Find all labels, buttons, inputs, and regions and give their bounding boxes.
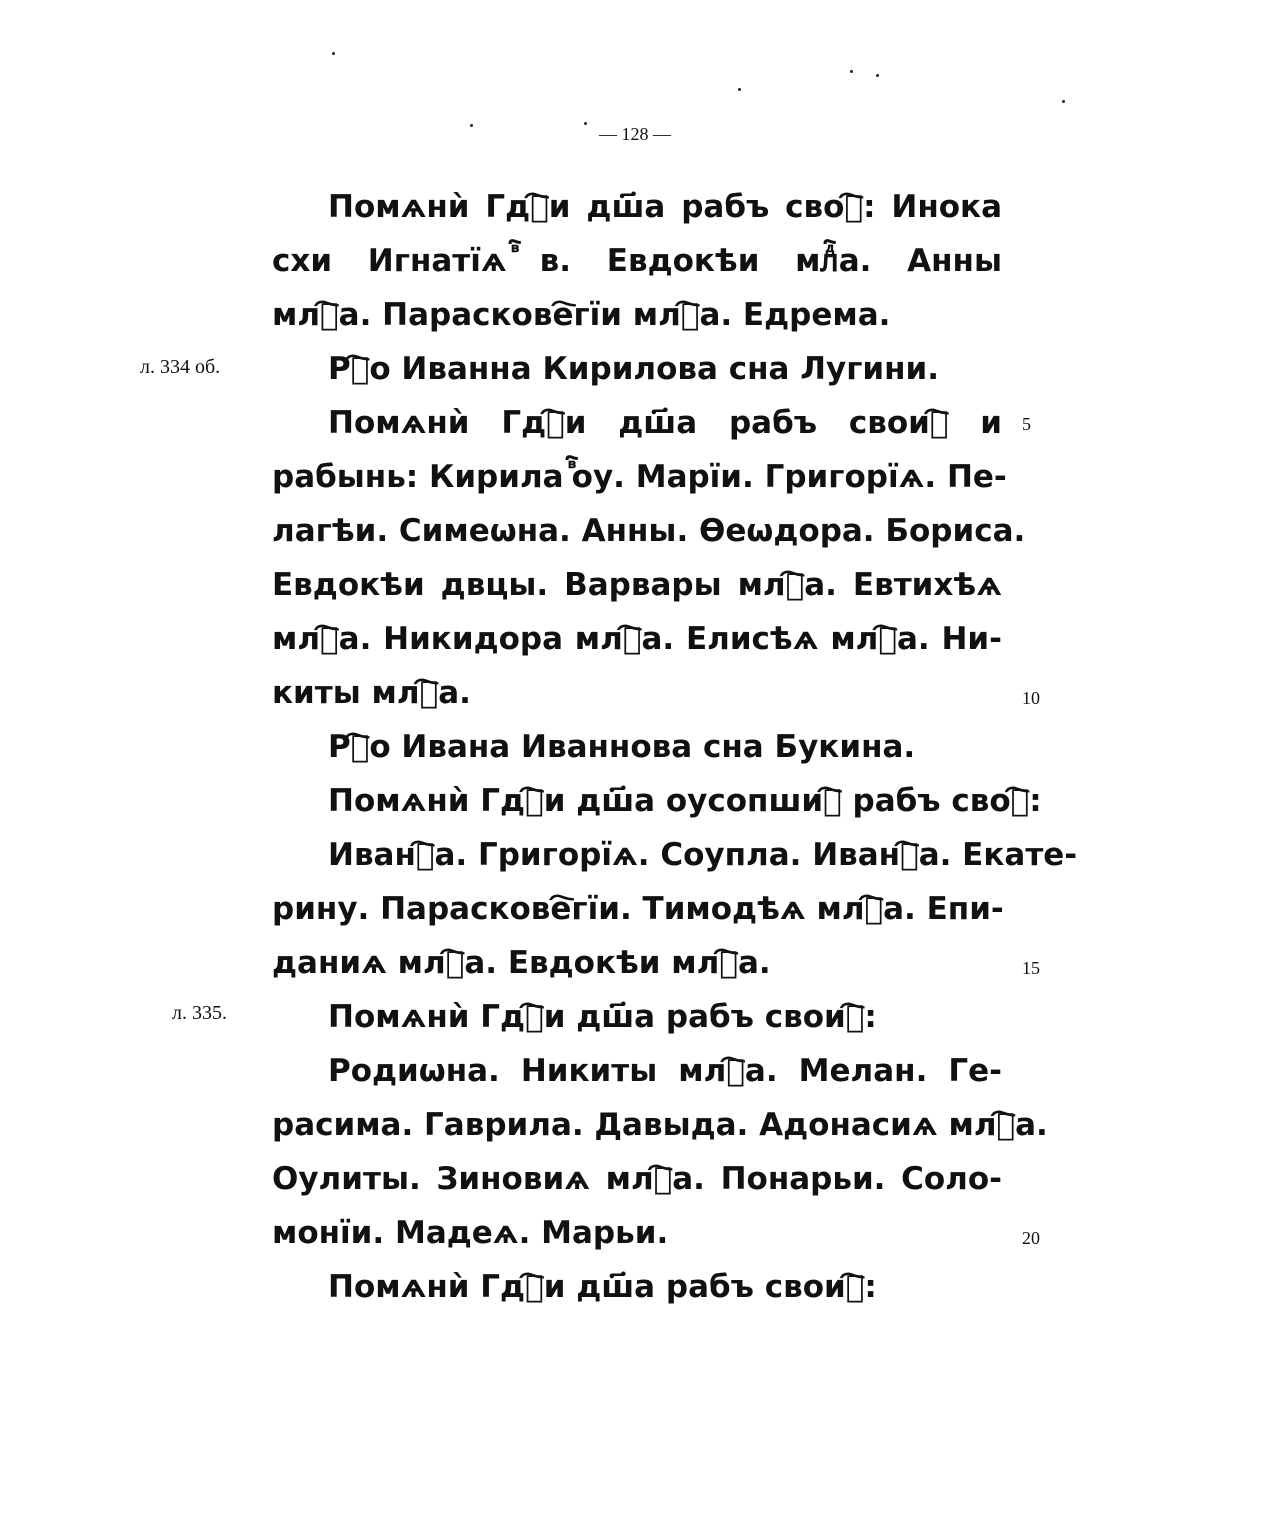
scan-speck bbox=[1062, 100, 1065, 103]
text-line: даниѧ млⷣ҇а. Евдокѣи млⷣ҇а. bbox=[272, 945, 771, 981]
text-line: Помѧнѝ Гдⷭ҇и дш҃а оусопшиⷯ҇ рабъ своⷯ҇: bbox=[328, 783, 1042, 819]
scan-speck bbox=[470, 124, 473, 127]
text-line: лагѣи. Симеѡна. Анны. Ѳеѡдора. Бориса. bbox=[272, 513, 1026, 549]
scan-speck bbox=[850, 70, 853, 73]
text-line: Помѧнѝ Гдⷭ҇и дш҃а рабъ своиⷯ҇: bbox=[328, 1269, 877, 1305]
text-line: Рⷣ҇о Иванна Кирилова сна Лугини. bbox=[328, 351, 940, 387]
text-line: Помѧнѝ Гдⷭ҇и дш҃а рабъ своиⷯ҇: bbox=[328, 999, 877, 1035]
text-line: рину. Параскове҇гїи. Тимодѣѧ млⷣ҇а. Епи- bbox=[272, 891, 1004, 927]
text-line: Помѧнѝ Гдⷭ҇и дш҃а рабъ своⷯ҇: Инока bbox=[328, 189, 1002, 225]
text-line: рабынь: Кирила ⷡ҇оу. Марїи. Григорїѧ. Пе- bbox=[272, 459, 1007, 495]
text-line: Рⷣ҇о Ивана Иваннова сна Букина. bbox=[328, 729, 916, 765]
text-line: схи Игнатїѧ ⷡ҇в. Евдокѣи млⷣ҇а. Анны bbox=[272, 243, 1002, 279]
text-line: монїи. Мадеѧ. Марьи. bbox=[272, 1215, 669, 1251]
text-line: млⷣ҇а. Параскове҇гїи млⷣ҇а. Едрема. bbox=[272, 297, 891, 333]
text-line: Оулиты. Зиновиѧ млⷣ҇а. Понарьи. Соло- bbox=[272, 1161, 1002, 1197]
folio-note-334v: л. 334 об. bbox=[140, 356, 221, 378]
line-number: 10 bbox=[1022, 688, 1040, 708]
text-line: расима. Гаврила. Давыда. Адонасиѧ млⷣ҇а. bbox=[272, 1107, 1048, 1143]
folio-note-335: л. 335. bbox=[172, 1002, 227, 1024]
scan-speck bbox=[738, 88, 741, 91]
text-line: Родиѡна. Никиты млⷣ҇а. Мелан. Ге- bbox=[328, 1053, 1002, 1089]
text-line: млⷣ҇а. Никидора млⷣ҇а. Елисѣѧ млⷣ҇а. Ни- bbox=[272, 621, 1002, 657]
text-line: Помѧнѝ Гдⷭ҇и дш҃а рабъ своиⷯ҇ и bbox=[328, 405, 1002, 441]
text-line: Иванⷶ҇а. Григорїѧ. Соупла. Иванⷶ҇а. Екате- bbox=[328, 837, 1078, 873]
page-number: — 128 — bbox=[599, 124, 671, 144]
text-line: киты млⷣ҇а. bbox=[272, 675, 471, 711]
scan-speck bbox=[876, 74, 879, 77]
line-number: 15 bbox=[1022, 958, 1040, 978]
line-number: 5 bbox=[1022, 414, 1031, 434]
text-line: Евдокѣи двцы. Варвары млⷣ҇а. Евтихѣѧ bbox=[272, 567, 1002, 603]
scan-speck bbox=[584, 122, 587, 125]
line-number: 20 bbox=[1022, 1228, 1040, 1248]
scan-speck bbox=[332, 52, 335, 55]
